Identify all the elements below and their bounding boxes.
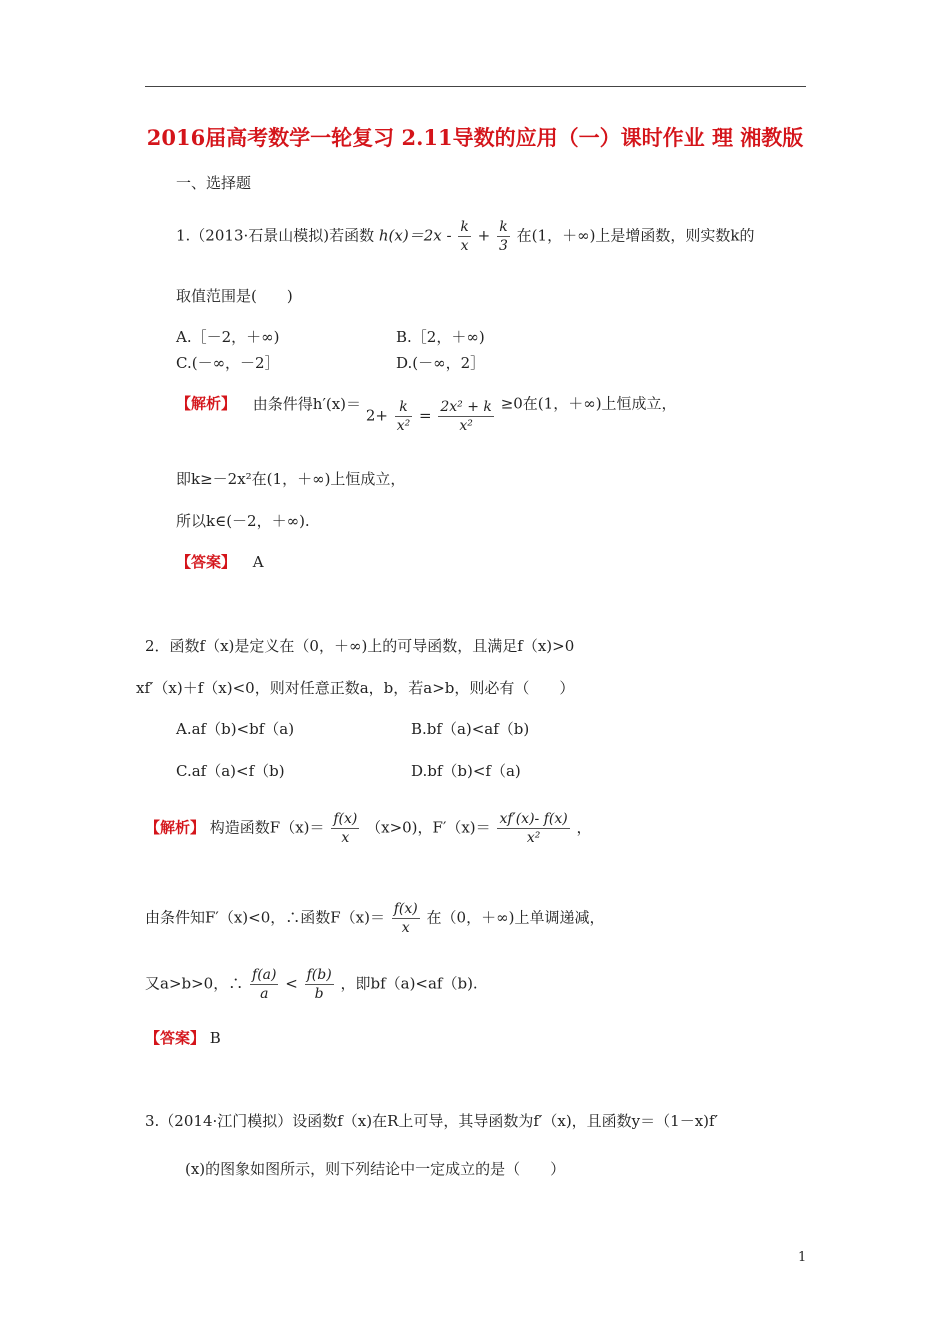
page-number: 1 xyxy=(798,1250,807,1265)
q1-analysis-text-2: ≥0在(1，＋∞)上恒成立， xyxy=(500,394,677,413)
q1-stem xyxy=(176,218,755,255)
q2-line2-text: 由条件知F′（x)<0，∴函数F（x)＝ xyxy=(145,908,385,927)
q2-line2-text-2: 在（0，＋∞)上单调递减， xyxy=(426,908,605,927)
q1-analysis-label: 【解析】 xyxy=(176,394,237,413)
q1-analysis-line3: 所以k∈(－2，＋∞). xyxy=(176,512,310,530)
q1-stem-text-2: 在(1，＋∞)上是增函数，则实数k的 xyxy=(516,226,755,245)
q2-fraction-derivative: $\frac{xf'(x)- f(x)}{\text{x²}}$ xyxy=(499,811,568,846)
q2-line3-fraction-a: $\frac{f(a)}{a}$ xyxy=(252,967,277,1002)
q2-line2-fraction: $\frac{f(x)}{x}$ xyxy=(393,901,418,936)
section-heading: 一、选择题 xyxy=(176,174,252,192)
q2-answer-label: 【答案】 xyxy=(145,1029,206,1047)
q2-line3-text: 又a>b>0，∴ xyxy=(145,974,244,993)
q1-option-c: C.(－∞，－2］ xyxy=(176,354,280,372)
q2-analysis-label: 【解析】 xyxy=(145,818,206,837)
q1-option-d: D.(－∞，2］ xyxy=(396,354,486,372)
q2-option-b: B.bf（a)<af（b) xyxy=(411,720,530,738)
q2-stem: 2．函数f（x)是定义在（0，＋∞)上的可导函数，且满足f（x)>0 xyxy=(145,637,575,655)
q2-analysis-text: 构造函数F（x)＝ xyxy=(209,818,325,837)
q2-option-a: A.af（b)<bf（a) xyxy=(176,720,295,738)
q1-derivative-expr: 2+ $\frac{k}{\text{x²}}$ = $\frac{\text{2x² + k}}{\text{x²}}$ xyxy=(365,399,492,434)
q2-stem-cont: xf′（x)＋f（x)<0，则对任意正数a，b，若a>b，则必有（ ） xyxy=(136,679,575,697)
q1-analysis-line2: 即k≥－2x²在(1，＋∞)上恒成立， xyxy=(176,470,406,488)
q2-option-d: D.bf（b)<f（a) xyxy=(411,762,521,780)
q1-stem-cont: 取值范围是( ) xyxy=(176,287,293,305)
q2-analysis-line2 xyxy=(145,900,604,937)
q1-answer-label: 【答案】 xyxy=(176,553,237,571)
q1-plus: + xyxy=(477,226,491,245)
q1-function: h(x)＝2x - xyxy=(378,226,452,245)
q2-analysis xyxy=(145,810,592,847)
header-rule xyxy=(145,86,806,87)
q1-stem-text: 1.（2013·石景山模拟)若函数 xyxy=(176,226,375,245)
q1-analysis xyxy=(176,386,677,434)
q2-line3-fraction-b: $\frac{f(b)}{b}$ xyxy=(306,967,332,1002)
q1-option-b: B.［2，＋∞) xyxy=(396,328,485,346)
q2-answer xyxy=(145,1027,221,1048)
q1-option-a: A.［－2，＋∞) xyxy=(176,328,280,346)
q3-stem: 3.（2014·江门模拟）设函数f（x)在R上可导，其导函数为f′（x)，且函数y＝（1－x)f′ xyxy=(145,1112,718,1130)
q2-analysis-line3 xyxy=(145,966,478,1003)
q2-line3-text-2: ，即bf（a)<af（b). xyxy=(340,974,478,993)
q2-answer-value: B xyxy=(209,1029,221,1047)
q2-analysis-comma: ， xyxy=(576,818,592,837)
q2-line3-lt: < xyxy=(285,974,298,993)
q1-answer-value: A xyxy=(252,553,264,571)
q2-fraction-f-over-x: $\frac{f(x)}{x}$ xyxy=(333,811,358,846)
page-title: 2016届高考数学一轮复习 2.11导数的应用（一）课时作业 理 湘教版 xyxy=(146,125,804,150)
q2-analysis-text-2: （x>0)，F′（x)＝ xyxy=(366,818,491,837)
q1-fraction-2: $\frac{k}{3}$ xyxy=(498,219,508,254)
q3-stem-cont: (x)的图象如图所示，则下列结论中一定成立的是（ ） xyxy=(185,1160,566,1178)
q2-option-c: C.af（a)<f（b) xyxy=(176,762,285,780)
q1-fraction-1: $\frac{k}{x}$ xyxy=(460,219,469,254)
q1-analysis-text: 由条件得h′(x)＝ xyxy=(252,394,362,413)
q1-answer xyxy=(176,551,264,572)
